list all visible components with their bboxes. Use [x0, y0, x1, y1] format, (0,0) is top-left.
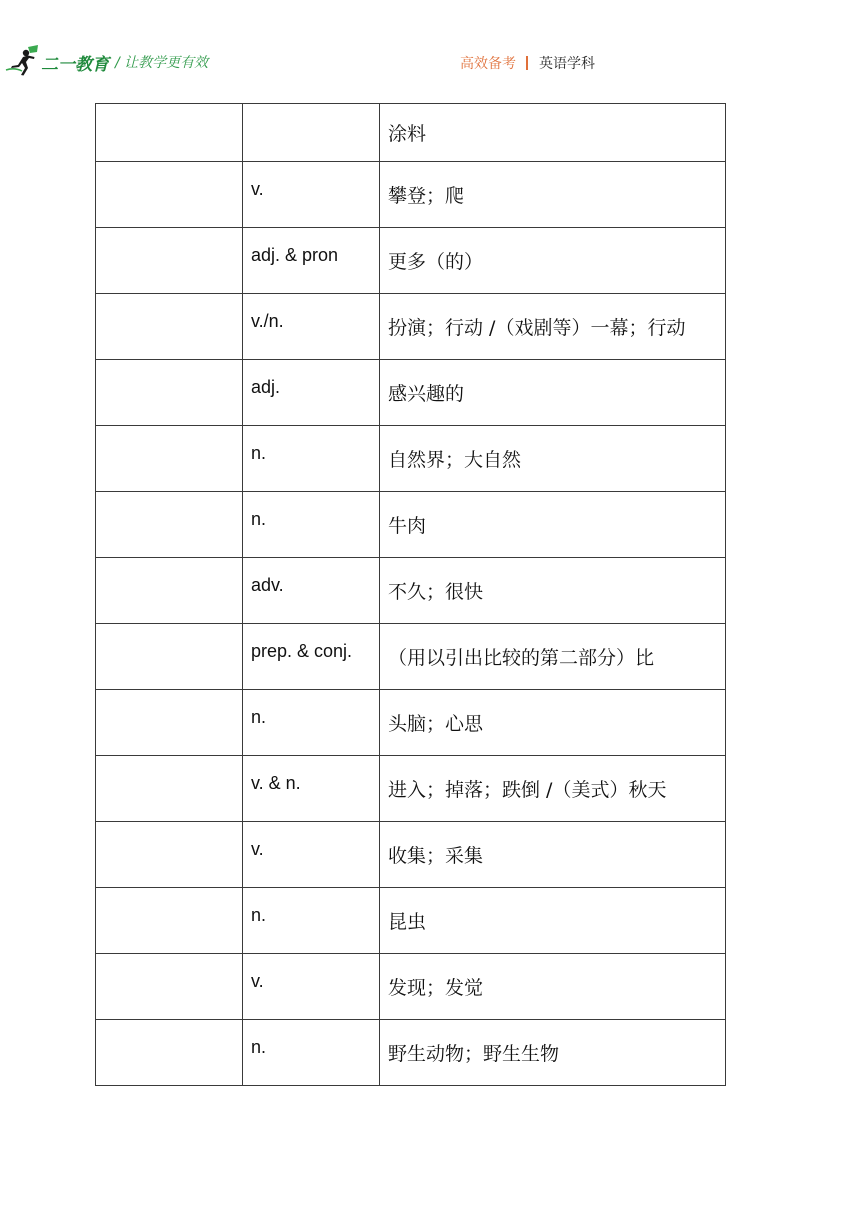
meaning-text: 涂料 — [388, 123, 427, 145]
brand-logo — [4, 44, 208, 80]
part-of-speech-cell — [243, 558, 380, 624]
part-of-speech-text: v. — [251, 179, 264, 199]
part-of-speech-text: v./n. — [251, 311, 284, 331]
part-of-speech-text: v. — [251, 839, 264, 859]
part-of-speech-cell — [243, 162, 380, 228]
table-row — [96, 162, 726, 228]
meaning-cell — [380, 690, 726, 756]
meaning-cell — [380, 1020, 726, 1086]
word-cell — [96, 426, 243, 492]
meaning-cell — [380, 104, 726, 162]
header-divider — [526, 56, 528, 70]
word-cell — [96, 558, 243, 624]
header-subject-info — [460, 53, 595, 73]
word-cell — [96, 690, 243, 756]
meaning-text: 不久；很快 — [388, 581, 484, 603]
table-row — [96, 1020, 726, 1086]
meaning-text: 收集；采集 — [388, 845, 484, 867]
table-row — [96, 558, 726, 624]
part-of-speech-cell — [243, 888, 380, 954]
table-row — [96, 756, 726, 822]
part-of-speech-cell — [243, 822, 380, 888]
part-of-speech-cell — [243, 492, 380, 558]
part-of-speech-cell — [243, 104, 380, 162]
word-cell — [96, 104, 243, 162]
table-row — [96, 690, 726, 756]
meaning-text: 攀登；爬 — [388, 185, 465, 207]
meaning-cell — [380, 294, 726, 360]
meaning-text: 自然界；大自然 — [388, 449, 522, 471]
part-of-speech-text: v. — [251, 971, 264, 991]
exam-label: 高效备考 — [460, 56, 516, 72]
meaning-text: 发现；发觉 — [388, 977, 484, 999]
vocabulary-table-body — [96, 104, 726, 1086]
subject-label: 英语学科 — [539, 56, 595, 72]
word-cell — [96, 954, 243, 1020]
meaning-cell — [380, 888, 726, 954]
part-of-speech-text: n. — [251, 905, 267, 925]
word-cell — [96, 294, 243, 360]
meaning-cell — [380, 492, 726, 558]
meaning-cell — [380, 624, 726, 690]
meaning-cell — [380, 426, 726, 492]
word-cell — [96, 624, 243, 690]
meaning-text: 牛肉 — [388, 515, 427, 537]
part-of-speech-cell — [243, 954, 380, 1020]
page-header — [0, 0, 860, 100]
word-cell — [96, 360, 243, 426]
word-cell — [96, 492, 243, 558]
running-figure-logo-icon — [4, 44, 40, 80]
table-row — [96, 426, 726, 492]
meaning-cell — [380, 228, 726, 294]
part-of-speech-text: n. — [251, 707, 267, 727]
meaning-text: 扮演；行动 /（戏剧等）一幕；行动 — [388, 317, 686, 339]
part-of-speech-cell — [243, 228, 380, 294]
word-cell — [96, 1020, 243, 1086]
part-of-speech-cell — [243, 294, 380, 360]
word-cell — [96, 228, 243, 294]
table-row — [96, 624, 726, 690]
part-of-speech-text: adv. — [251, 575, 284, 595]
vocabulary-table — [95, 103, 726, 1086]
table-row — [96, 360, 726, 426]
brand-name: 二一教育 — [41, 54, 109, 75]
word-cell — [96, 822, 243, 888]
word-cell — [96, 888, 243, 954]
meaning-cell — [380, 822, 726, 888]
meaning-cell — [380, 954, 726, 1020]
brand-slogan: / 让教学更有效 — [115, 55, 209, 71]
part-of-speech-cell — [243, 624, 380, 690]
meaning-cell — [380, 360, 726, 426]
meaning-text: 更多（的） — [388, 251, 484, 273]
part-of-speech-cell — [243, 426, 380, 492]
meaning-cell — [380, 558, 726, 624]
part-of-speech-text: adj. & pron — [251, 245, 339, 265]
table-row — [96, 888, 726, 954]
part-of-speech-cell — [243, 690, 380, 756]
table-row — [96, 228, 726, 294]
meaning-text: 感兴趣的 — [388, 383, 465, 405]
meaning-cell — [380, 162, 726, 228]
table-row — [96, 104, 726, 162]
part-of-speech-text: adj. — [251, 377, 281, 397]
meaning-text: 进入；掉落；跌倒 /（美式）秋天 — [388, 779, 667, 801]
meaning-text: （用以引出比较的第二部分）比 — [388, 647, 655, 669]
part-of-speech-text: n. — [251, 1037, 267, 1057]
meaning-cell — [380, 756, 726, 822]
word-cell — [96, 162, 243, 228]
part-of-speech-text: prep. & conj. — [251, 641, 353, 661]
table-row — [96, 294, 726, 360]
table-row — [96, 822, 726, 888]
part-of-speech-text — [243, 104, 379, 121]
table-row — [96, 954, 726, 1020]
part-of-speech-text: v. & n. — [251, 773, 301, 793]
meaning-text: 头脑；心思 — [388, 713, 484, 735]
part-of-speech-text: n. — [251, 443, 267, 463]
meaning-text: 野生动物；野生生物 — [388, 1043, 560, 1065]
part-of-speech-cell — [243, 360, 380, 426]
word-cell — [96, 756, 243, 822]
part-of-speech-cell — [243, 1020, 380, 1086]
meaning-text: 昆虫 — [388, 911, 427, 933]
part-of-speech-text: n. — [251, 509, 267, 529]
table-row — [96, 492, 726, 558]
part-of-speech-cell — [243, 756, 380, 822]
